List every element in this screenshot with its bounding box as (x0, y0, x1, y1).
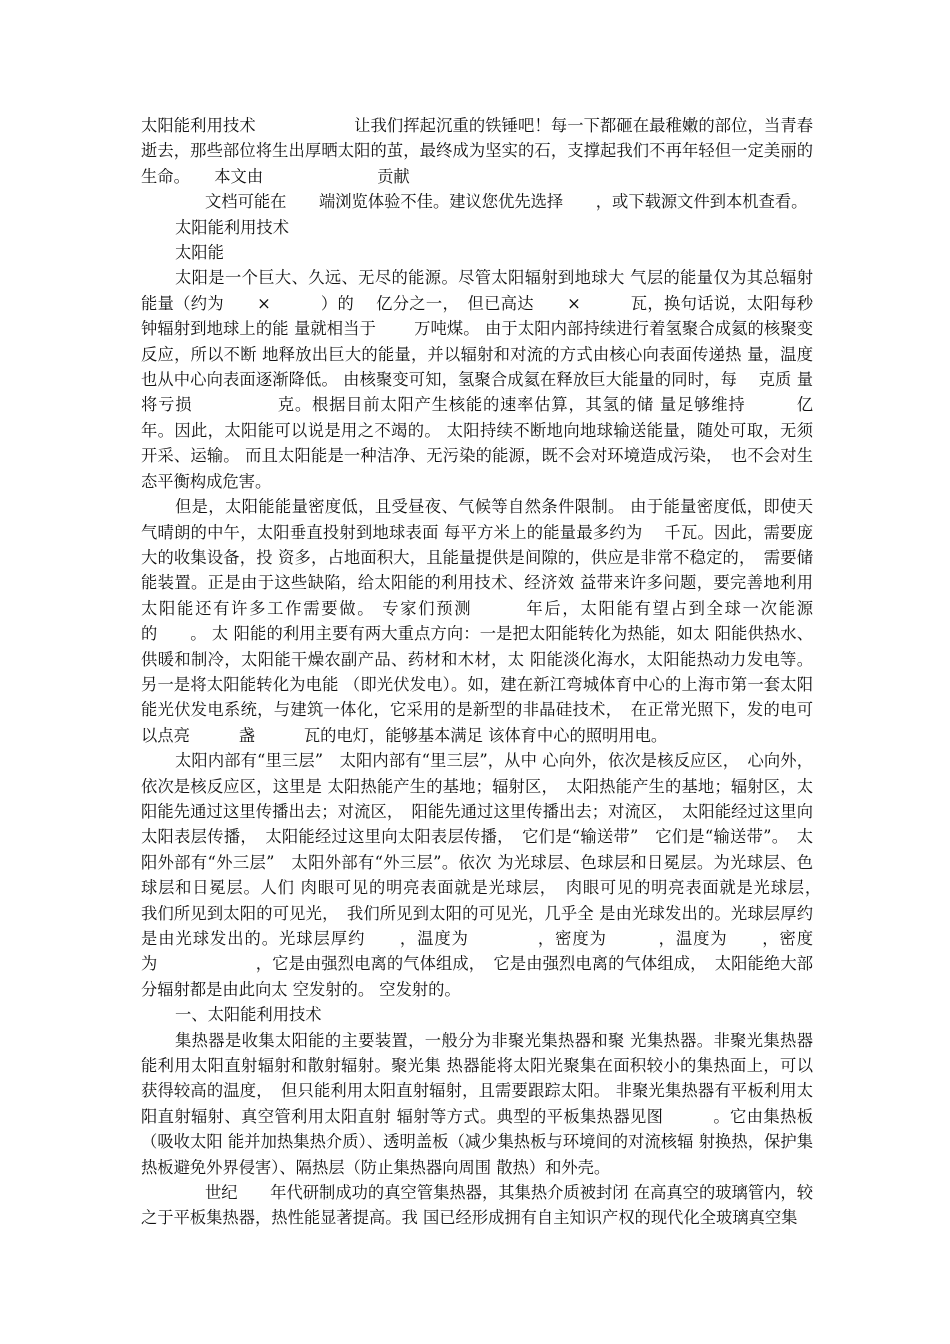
intro-paragraph: 太阳能利用技术 让我们挥起沉重的铁锤吧！每一下都砸在最稚嫩的部位，当青春逝去，那些部位将生出厚晒太阳的茧，最终成为坚实的石，支撑起我们不再年轻但一定美丽的生命。 本文由 贡献 (141, 116, 813, 186)
body-paragraph-1: 太阳是一个巨大、久远、无尽的能源。尽管太阳辐射到地球大 气层的能量仅为其总辐射能量（约为 × ）的 亿分之一， 但已高达 × 瓦，换句话说，太阳每秒钟辐射到地球上的能 量就相当于 万吨煤。 由于太阳内部持续进行着氢聚合成氦的核聚变反应，所以不断 地释放出巨大的能量，并以辐射和对流的方式由核心向表面传递热 量，温度也从中心向表面逐渐降低。 由核聚变可知，氢聚合成氦在释放巨大能量的同时，每 克质 量将亏损 克。根据目前太阳产生核能的速率估算，其氢的储 量足够维持 亿年。因此，太阳能可以说是用之不竭的。 太阳持续不断地向地球输送能量，随处可取，无须开采、运输。 而且太阳能是一种洁净、无污染的能源，既不会对环境造成污染， 也不会对生态平衡构成危害。 (141, 268, 813, 491)
document-title: 太阳能利用技术 (175, 217, 289, 237)
body-paragraph-3: 太阳内部有“里三层” 太阳内部有“里三层”，从中 心向外，依次是核反应区， 心向外，依次是核反应区，这里是 太阳热能产生的基地；辐射区， 太阳热能产生的基地；辐射区，太 阳能先通过这里传播出去；对流区， 阳能先通过这里传播出去；对流区， 太阳能经过这里向太阳表层传播， 太阳能经过这里向太阳表层传播， 它们是“输送带” 它们是“输送带”。 太阳外部有“外三层” 太阳外部有“外三层”。依次 为光球层、色球层和日冕层。为光球层、色球层和日冕层。人们 肉眼可见的明亮表面就是光球层， 肉眼可见的明亮表面就是光球层， 我们所见到太阳的可见光， 我们所见到太阳的可见光，几乎全 是由光球发出的。光球层厚约 是由光球发出的。光球层厚约 ，温度为 ，密度为 ，温度为 ，密度为 ，它是由强烈电离的气体组成， 它是由强烈电离的气体组成， 太阳能绝大部分辐射都是由此向太 空发射的。 空发射的。 (141, 751, 862, 999)
viewer-notice: 文档可能在 端浏览体验不佳。建议您优先选择 ，或下载源文件到本机查看。 (205, 192, 808, 212)
document-body (141, 113, 862, 1231)
body-paragraph-4: 集热器是收集太阳能的主要装置，一般分为非聚光集热器和聚 光集热器。非聚光集热器能利用太阳直射辐射和散射辐射。聚光集 热器能将太阳光聚集在面积较小的集热面上，可以获得较高的温度， 但只能利用太阳直射辐射，且需要跟踪太阳。 非聚光集热器有平板利用太阳直射辐射、真空管利用太阳直射 辐射等方式。典型的平板集热器见图 。它由集热板（吸收太阳 能并加热集热介质）、透明盖板（减少集热板与环境间的对流核辐 射换热，保护集热板避免外界侵害）、隔热层（防止集热器向周围 散热）和外壳。 (141, 1030, 813, 1177)
section-heading-utilization: 一、太阳能利用技术 (175, 1005, 322, 1025)
body-paragraph-2: 但是，太阳能能量密度低，且受昼夜、气候等自然条件限制。 由于能量密度低，即使天气晴朗的中午，太阳垂直投射到地球表面 每平方米上的能量最多约为 千瓦。因此，需要庞大的收集设备，投 资多，占地面积大，且能量提供是间隙的，供应是非常不稳定的， 需要储能装置。正是由于这些缺陷，给太阳能的利用技术、经济效 益带来许多问题，要完善地利用太阳能还有许多工作需要做。 专家们预测 年后，太阳能有望占到全球一次能源的 。 太 阳能的利用主要有两大重点方向：一是把太阳能转化为热能，如太 阳能供热水、供暖和制冷，太阳能干燥农副产品、药材和木材，太 阳能淡化海水，太阳能热动力发电等。另一是将太阳能转化为电能 （即光伏发电）。如，建在新江弯城体育中心的上海市第一套太阳 能光伏发电系统，与建筑一体化，它采用的是新型的非晶硅技术， 在正常光照下，发的电可以点亮 盏 瓦的电灯，能够基本满足 该体育中心的照明用电。 (141, 497, 813, 745)
section-heading-solar-energy: 太阳能 (175, 243, 224, 263)
body-paragraph-5: 世纪 年代研制成功的真空管集热器，其集热介质被封闭 在高真空的玻璃管内，较之于平板集热器，热性能显著提高。我 国已经形成拥有自主知识产权的现代化全玻璃真空集 (141, 1183, 813, 1228)
